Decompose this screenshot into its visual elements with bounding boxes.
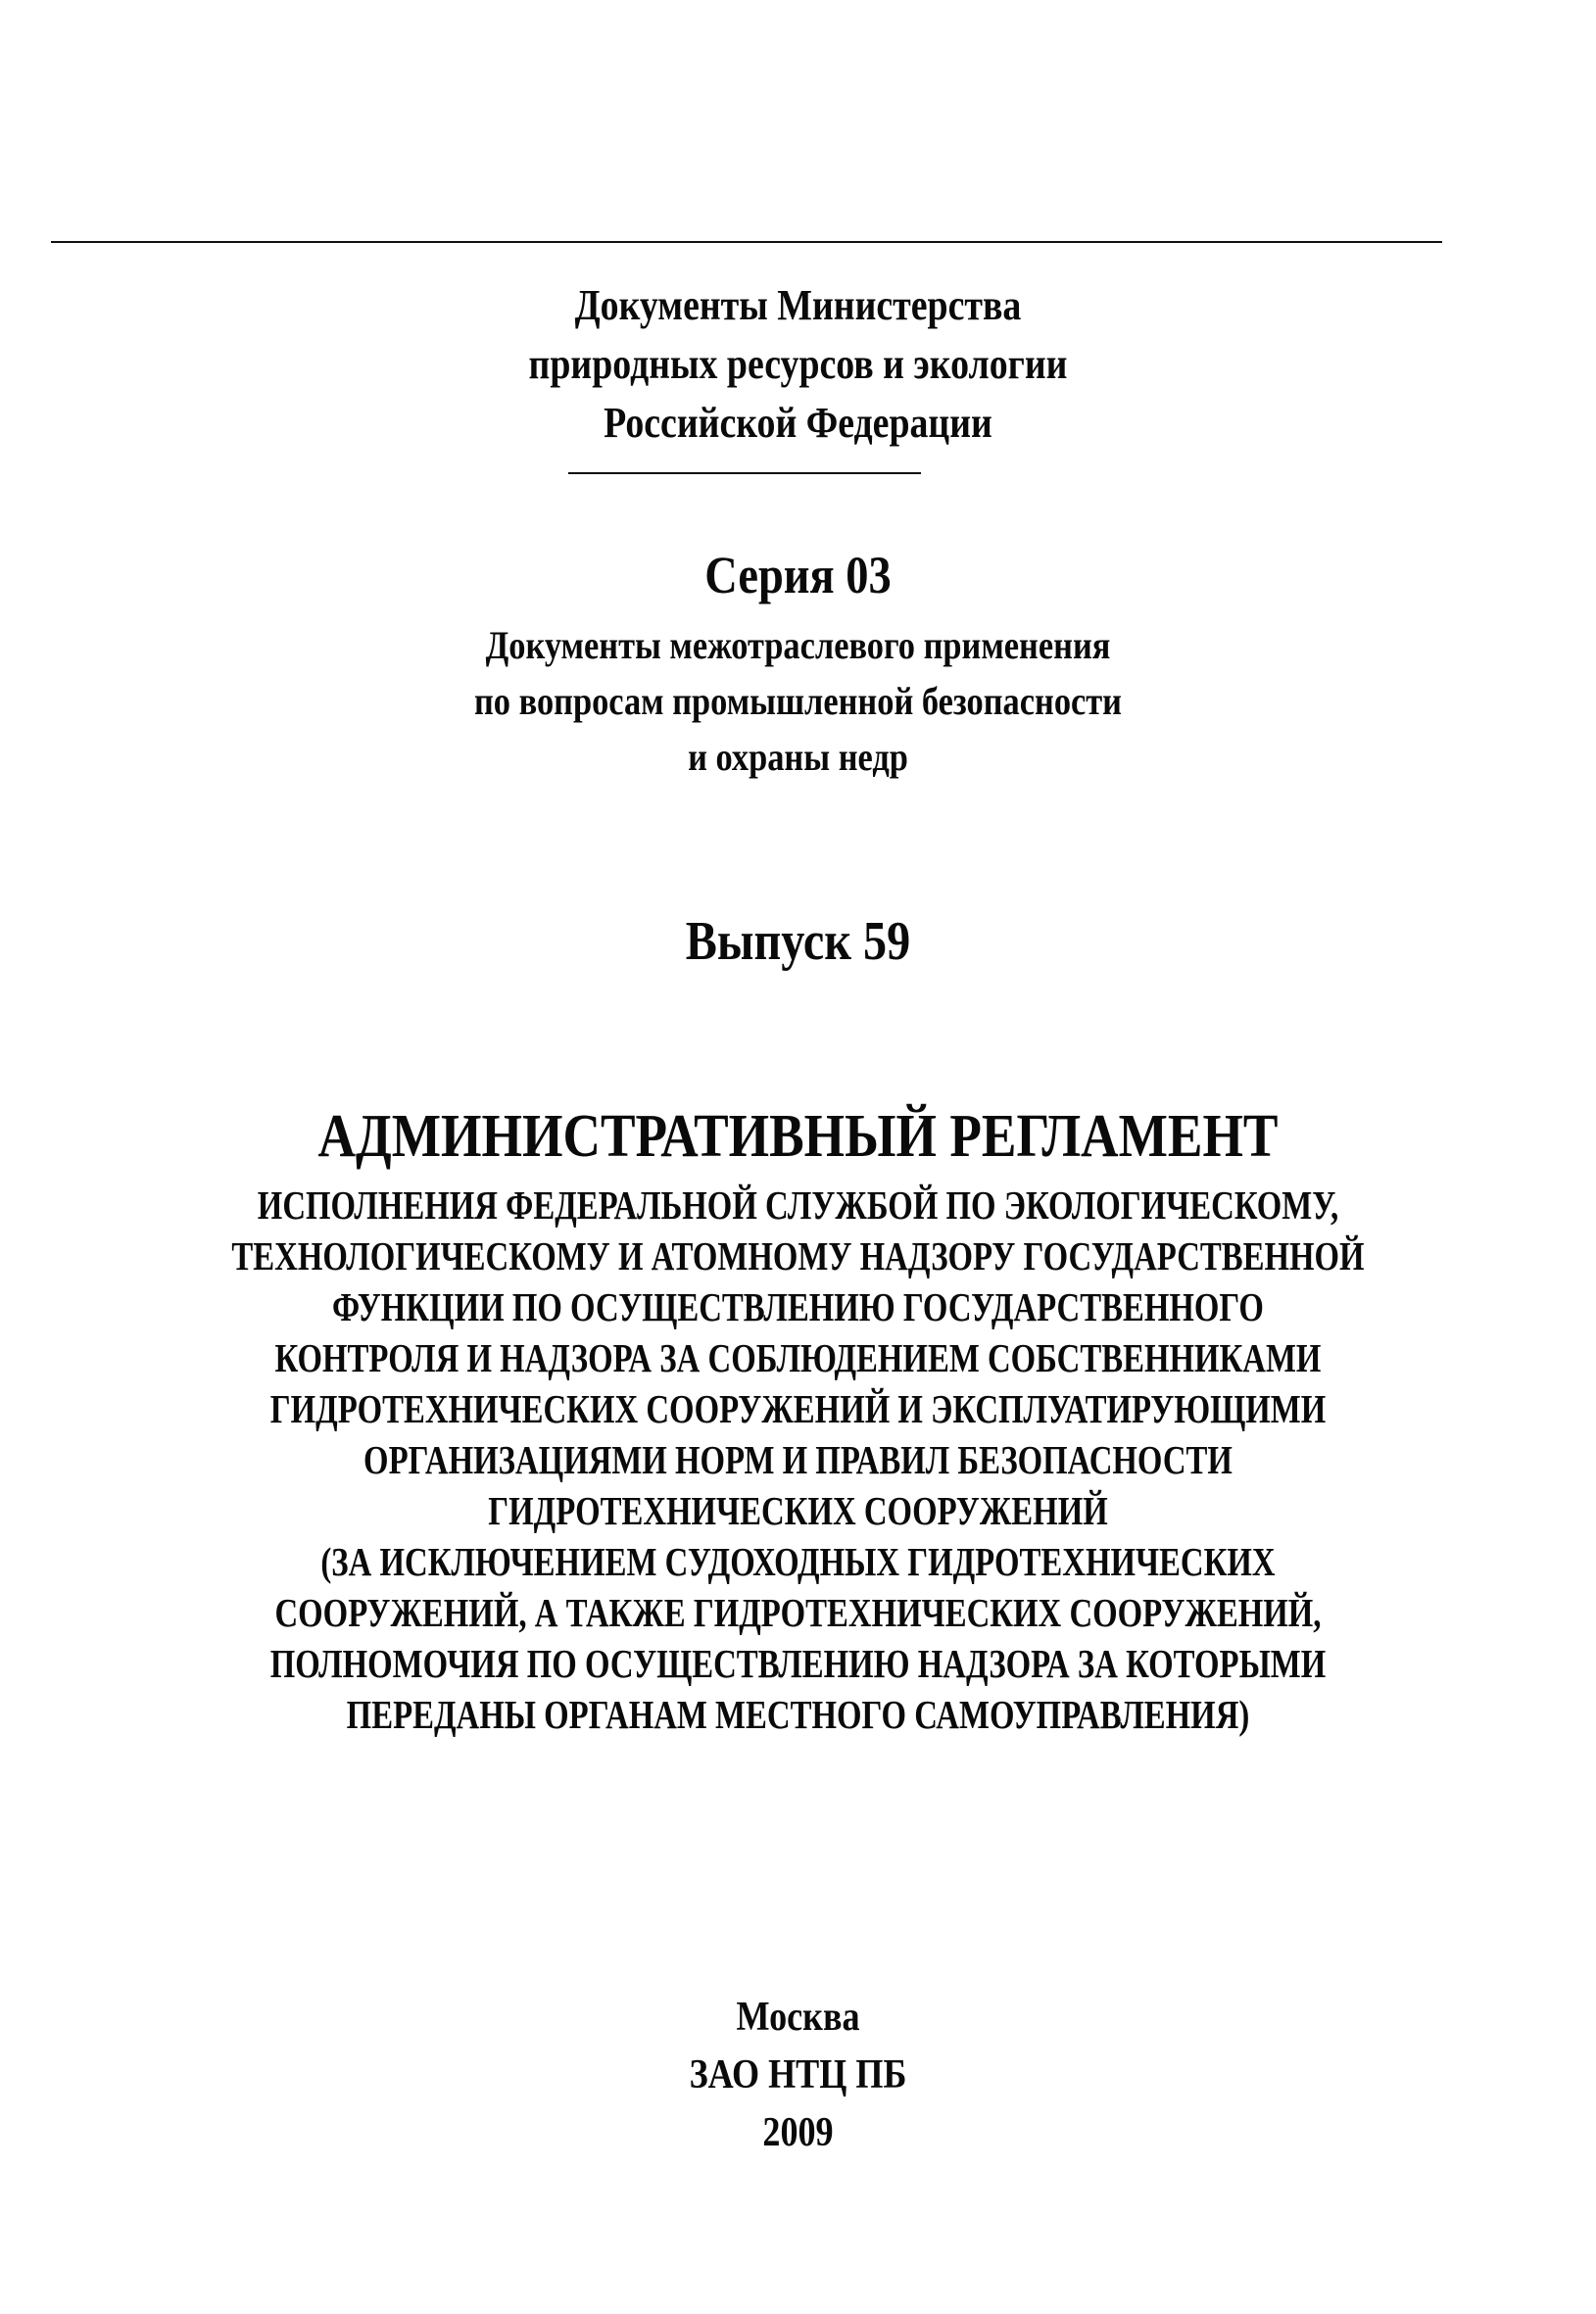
series-description-line: и охраны недр	[688, 735, 908, 779]
subtitle-line: ФУНКЦИИ ПО ОСУЩЕСТВЛЕНИЮ ГОСУДАРСТВЕННОГО	[332, 1284, 1264, 1329]
subtitle-line: СООРУЖЕНИЙ, А ТАКЖЕ ГИДРОТЕХНИЧЕСКИХ СООРУЖЕНИЙ,	[274, 1590, 1322, 1635]
imprint-year: 2009	[762, 2110, 834, 2155]
issue-label: Выпуск 59	[685, 911, 911, 972]
ministry-line: Российской Федерации	[604, 399, 992, 447]
series-description-line: Документы межотраслевого применения	[485, 623, 1111, 667]
ministry-line: природных ресурсов и экологии	[528, 340, 1068, 388]
subtitle-line: ОРГАНИЗАЦИЯМИ НОРМ И ПРАВИЛ БЕЗОПАСНОСТИ	[363, 1437, 1233, 1482]
top-divider	[51, 241, 1442, 243]
subtitle-line: ПЕРЕДАНЫ ОРГАНАМ МЕСТНОГО САМОУПРАВЛЕНИЯ)	[346, 1692, 1250, 1737]
imprint-publisher: ЗАО НТЦ ПБ	[689, 2052, 907, 2097]
subtitle-line: КОНТРОЛЯ И НАДЗОРА ЗА СОБЛЮДЕНИЕМ СОБСТВЕННИКАМИ	[274, 1335, 1322, 1380]
document-subtitle	[160, 1180, 1436, 1740]
imprint-city: Москва	[736, 1995, 860, 2040]
series-description	[112, 617, 1484, 785]
subtitle-line: (ЗА ИСКЛЮЧЕНИЕМ СУДОХОДНЫХ ГИДРОТЕХНИЧЕСКИХ	[320, 1539, 1276, 1584]
document-title	[112, 1101, 1484, 1172]
series-title	[112, 543, 1484, 607]
subtitle-line: ПОЛНОМОЧИЯ ПО ОСУЩЕСТВЛЕНИЮ НАДЗОРА ЗА КОТОРЫМИ	[269, 1641, 1327, 1686]
ministry-line: Документы Министерства	[574, 281, 1022, 329]
short-divider	[568, 472, 921, 474]
subtitle-line: ТЕХНОЛОГИЧЕСКОМУ И АТОМНОМУ НАДЗОРУ ГОСУДАРСТВЕННОЙ	[231, 1233, 1365, 1278]
subtitle-line: ГИДРОТЕХНИЧЕСКИХ СООРУЖЕНИЙ И ЭКСПЛУАТИРУЮЩИМИ	[269, 1386, 1327, 1431]
subtitle-line: ИСПОЛНЕНИЯ ФЕДЕРАЛЬНОЙ СЛУЖБОЙ ПО ЭКОЛОГИЧЕСКОМУ,	[257, 1182, 1339, 1228]
document-title-text: АДМИНИСТРАТИВНЫЙ РЕГЛАМЕНТ	[317, 1103, 1279, 1170]
subtitle-line: ГИДРОТЕХНИЧЕСКИХ СООРУЖЕНИЙ	[488, 1488, 1108, 1533]
series-description-line: по вопросам промышленной безопасности	[473, 679, 1123, 723]
issue-number	[112, 907, 1484, 976]
series-title-text: Серия 03	[704, 546, 892, 604]
imprint	[112, 1989, 1484, 2162]
ministry-heading	[112, 276, 1484, 453]
